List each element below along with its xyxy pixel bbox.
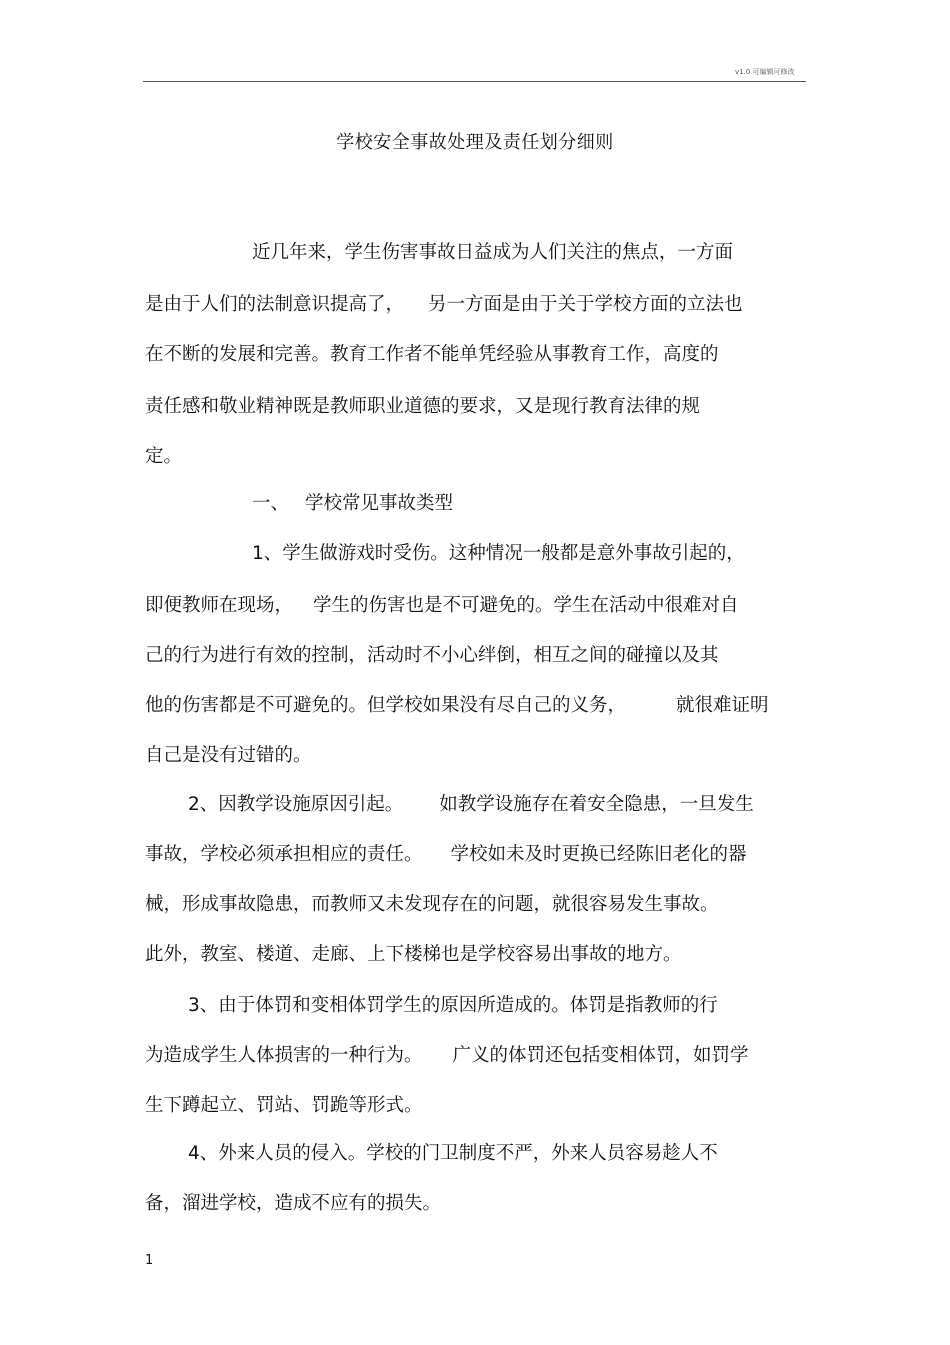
text-line bbox=[145, 296, 743, 315]
text-segment: 事故，学校必须承担相应的责任。 bbox=[145, 844, 423, 865]
text-line: 在不断的发展和完善。教育工作者不能单凭经验从事教育工作，高度的 bbox=[145, 344, 719, 365]
text-line: 1、学生做游戏时受伤。这种情况一般都是意外事故引起的， bbox=[252, 543, 745, 564]
text-segment: 另一方面是由于关于学校方面的立法也 bbox=[428, 294, 743, 315]
text-line: 4、外来人员的侵入。学校的门卫制度不严，外来人员容易趁人不 bbox=[188, 1143, 718, 1164]
header-version-note: v1.0 可编辑可修改 bbox=[735, 68, 795, 76]
page-number: 1 bbox=[145, 1253, 154, 1268]
header-rule bbox=[143, 81, 806, 82]
text-line bbox=[145, 597, 739, 616]
text-segment: 学生的伤害也是不可避免的。学生在活动中很难对自 bbox=[313, 595, 739, 616]
text-line: 己的行为进行有效的控制，活动时不小心绊倒，相互之间的碰撞以及其 bbox=[145, 645, 719, 666]
document-title: 学校安全事故处理及责任划分细则 bbox=[336, 132, 614, 153]
text-line bbox=[145, 846, 747, 865]
text-segment: 就很难证明 bbox=[676, 695, 769, 716]
text-line: 此外，教室、楼道、走廊、上下楼梯也是学校容易出事故的地方。 bbox=[145, 944, 682, 965]
text-line: 责任感和敬业精神既是教师职业道德的要求，又是现行教育法律的规 bbox=[145, 396, 701, 417]
section-number: 一、 bbox=[252, 493, 290, 514]
text-segment: 即便教师在现场， bbox=[145, 595, 294, 616]
section-heading bbox=[252, 495, 453, 514]
text-line bbox=[188, 796, 754, 815]
text-segment: 为造成学生人体损害的一种行为。 bbox=[145, 1045, 423, 1066]
text-segment: 他的伤害都是不可避免的。但学校如果没有尽自己的义务， bbox=[145, 695, 627, 716]
text-line: 生下蹲起立、罚站、罚跪等形式。 bbox=[145, 1095, 423, 1116]
text-segment: 如教学设施存在着安全隐患，一旦发生 bbox=[439, 794, 754, 815]
text-segment: 广义的体罚还包括变相体罚，如罚学 bbox=[452, 1045, 749, 1066]
text-line: 自己是没有过错的。 bbox=[145, 745, 312, 766]
text-segment: 学校如未及时更换已经陈旧老化的器 bbox=[450, 844, 747, 865]
text-line bbox=[145, 697, 769, 716]
text-line bbox=[145, 1047, 749, 1066]
text-line: 定。 bbox=[145, 446, 183, 467]
text-line: 械，形成事故隐患，而教师又未发现存在的问题，就很容易发生事故。 bbox=[145, 894, 719, 915]
text-line: 近几年来，学生伤害事故日益成为人们关注的焦点，一方面 bbox=[252, 242, 734, 263]
text-segment: 是由于人们的法制意识提高了， bbox=[145, 294, 405, 315]
text-segment: 2、因教学设施原因引起。 bbox=[188, 794, 404, 815]
section-title: 学校常见事故类型 bbox=[305, 493, 454, 514]
text-line: 备，溜进学校，造成不应有的损失。 bbox=[145, 1193, 442, 1214]
text-line: 3、由于体罚和变相体罚学生的原因所造成的。体罚是指教师的行 bbox=[188, 995, 718, 1016]
